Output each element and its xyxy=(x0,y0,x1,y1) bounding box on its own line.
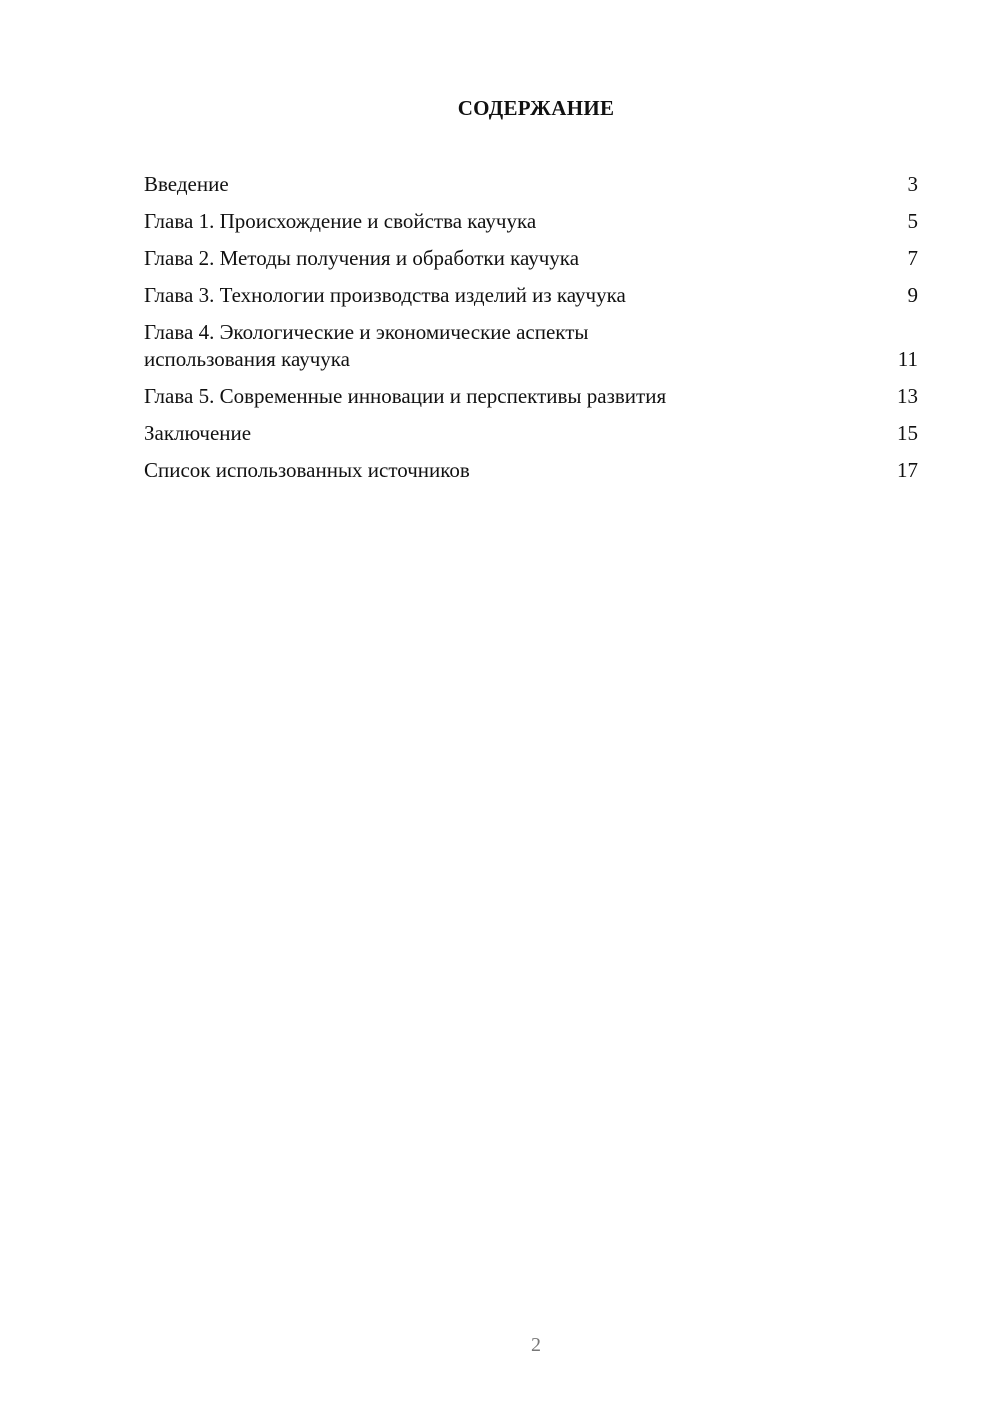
toc-entry-chapter-4 xyxy=(144,318,918,373)
toc-entry-page: 7 xyxy=(907,246,918,270)
toc-entry-page: 5 xyxy=(907,209,918,233)
toc-entry-label: Глава 4. Экологические и экономические аспекты xyxy=(144,320,589,344)
page-number: 2 xyxy=(531,1334,541,1356)
toc-entry-label: Глава 1. Происхождение и свойства каучука xyxy=(144,209,537,233)
toc-entry-label: Список использованных источников xyxy=(144,458,470,482)
toc-entry-label: Глава 5. Современные инновации и перспективы развития xyxy=(144,384,667,408)
toc-entry-references xyxy=(144,456,918,484)
toc-entry-page: 13 xyxy=(897,384,918,408)
page-title: СОДЕРЖАНИЕ xyxy=(457,96,615,120)
toc-entry-chapter-5 xyxy=(144,382,918,410)
toc-entry-page: 17 xyxy=(897,458,918,482)
toc-entry-page: 9 xyxy=(907,283,918,307)
toc-entry-introduction xyxy=(144,170,918,198)
toc-entry-page: 15 xyxy=(897,421,918,445)
toc-entry-label: Глава 3. Технологии производства изделий из каучука xyxy=(144,283,626,307)
toc-entry-page: 3 xyxy=(907,172,918,196)
table-of-contents xyxy=(144,170,918,493)
toc-entry-label: Глава 2. Методы получения и обработки каучука xyxy=(144,246,580,270)
toc-entry-label: Введение xyxy=(144,172,229,196)
toc-entry-chapter-3 xyxy=(144,281,918,309)
toc-entry-conclusion xyxy=(144,419,918,447)
toc-entry-chapter-2 xyxy=(144,244,918,272)
toc-entry-chapter-1 xyxy=(144,207,918,235)
toc-entry-label: Заключение xyxy=(144,421,252,445)
toc-entry-label-continued: использования каучука xyxy=(144,347,351,371)
toc-entry-page: 11 xyxy=(897,347,918,371)
